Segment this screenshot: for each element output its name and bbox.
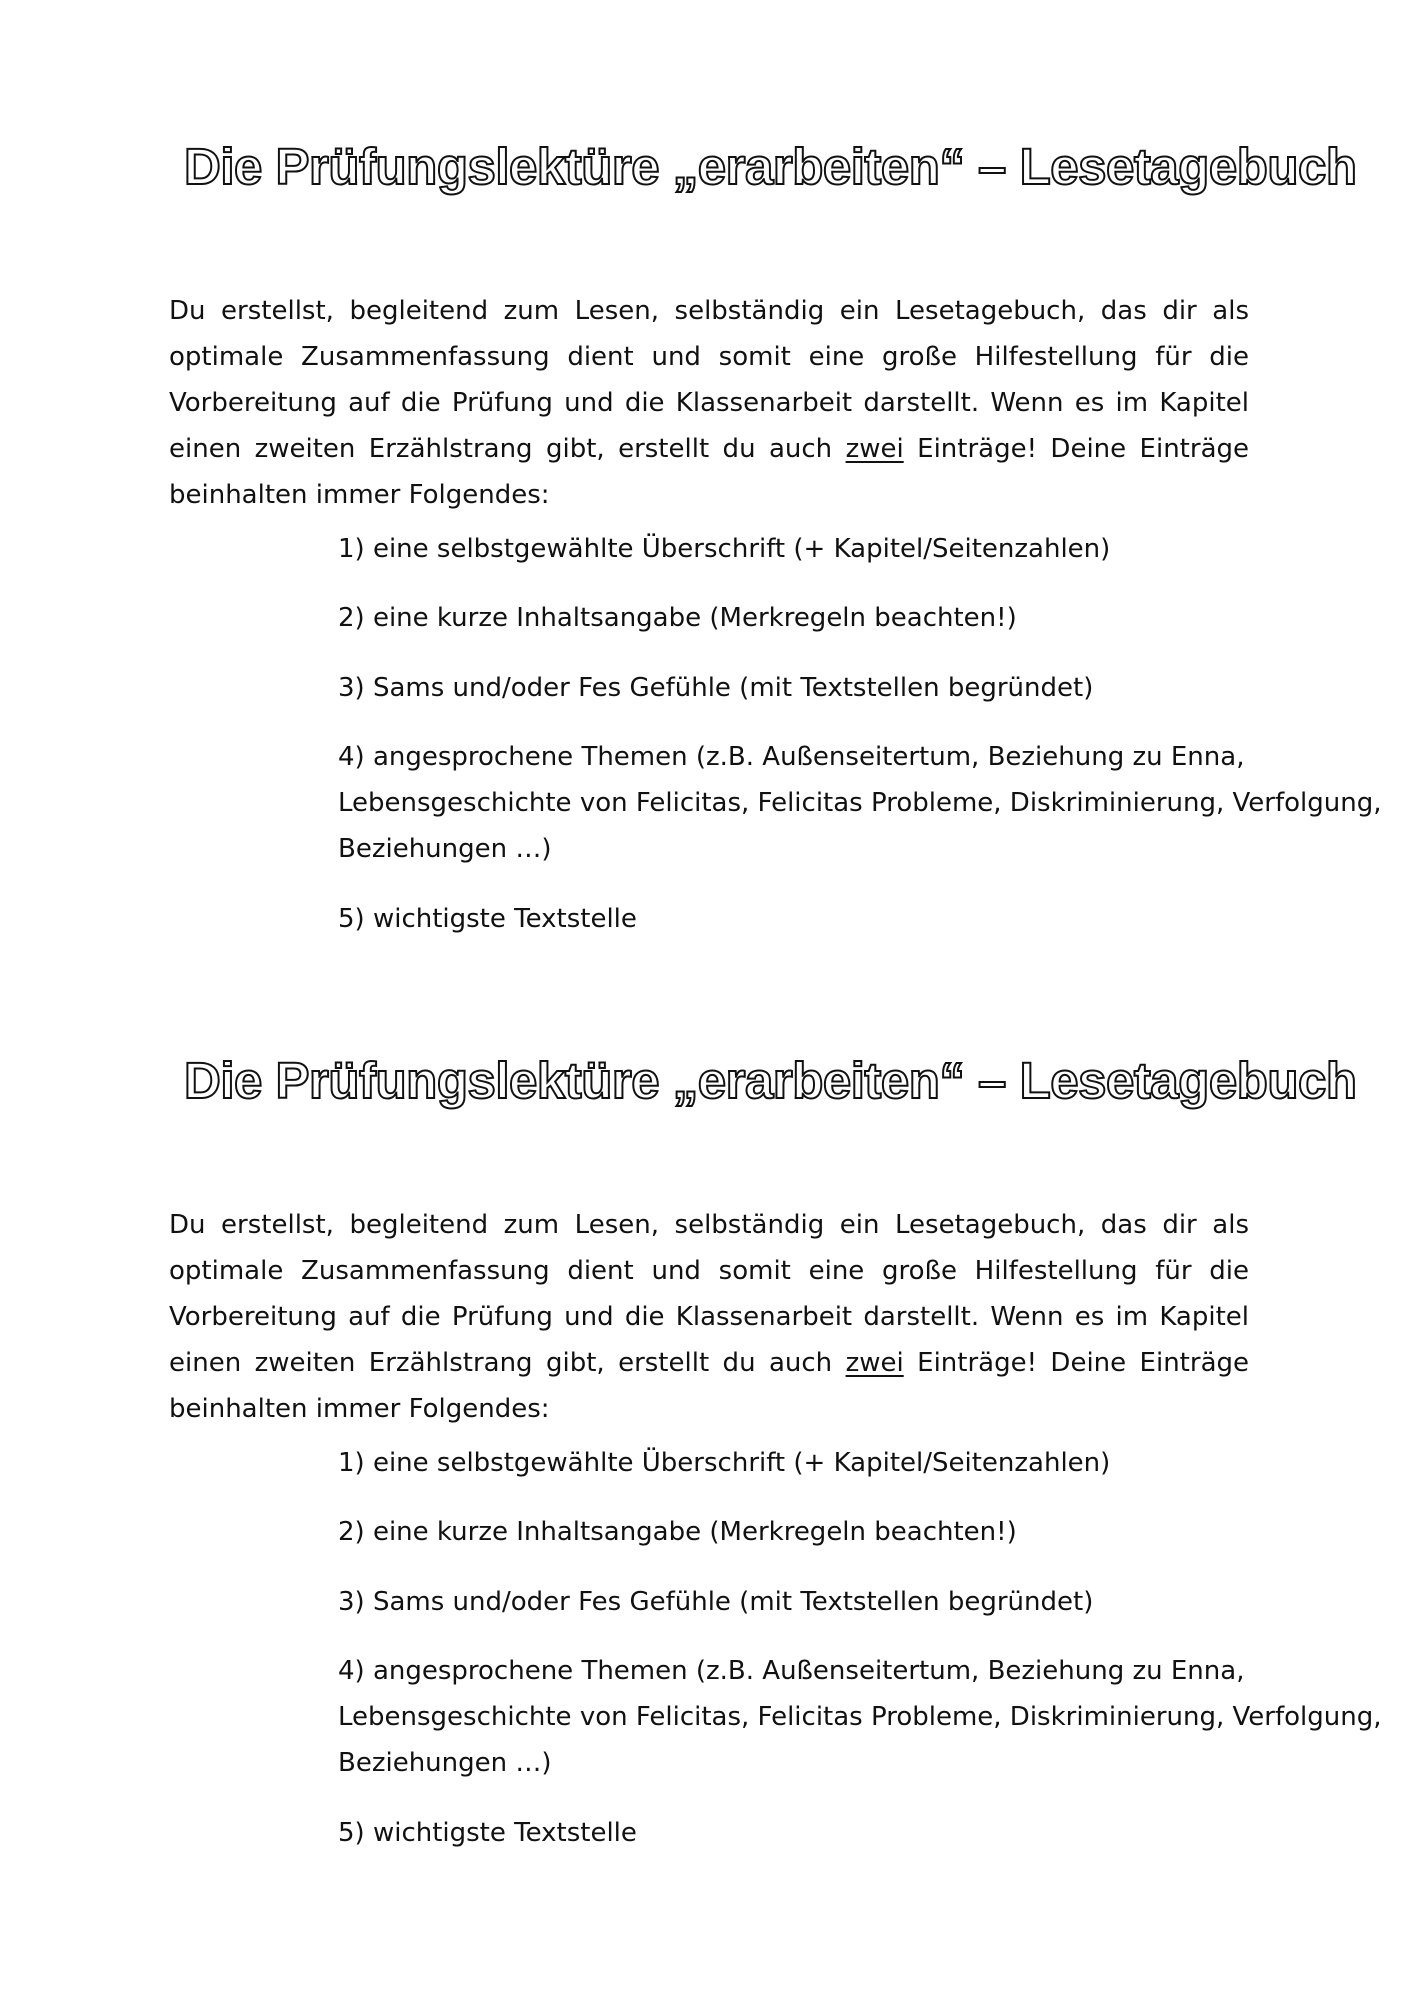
intro-underlined-word: zwei — [845, 1348, 904, 1378]
intro-paragraph — [169, 1202, 1249, 1432]
section-title: Die Prüfungslektüre „erarbeiten“ – Lesetagebuch — [184, 138, 1357, 195]
intro-text-start: Du erstellst, begleitend zum Lesen, selbständig ein Lesetagebuch, das dir als optimale Zusammenfassung dient und somit eine große Hilfestellung für die Vorbereitung auf die Prüfung und die Klassenarbeit darstellt. Wenn es im Kapitel einen zweiten Erzählstrang gibt, erstellt du auch — [169, 296, 1249, 464]
list-item: 4) angesprochene Themen (z.B. Außenseitertum, Beziehung zu Enna, Lebensgeschichte von Felicitas, Felicitas Probleme, Diskriminierung, Verfolgung, Beziehungen …) — [338, 742, 1382, 864]
list-item: 1) eine selbstgewählte Überschrift (+ Kapitel/Seitenzahlen) — [338, 534, 1111, 564]
section-title: Die Prüfungslektüre „erarbeiten“ – Lesetagebuch — [184, 1052, 1357, 1109]
list-item: 4) angesprochene Themen (z.B. Außenseitertum, Beziehung zu Enna, Lebensgeschichte von Felicitas, Felicitas Probleme, Diskriminierung, Verfolgung, Beziehungen …) — [338, 1656, 1382, 1778]
intro-paragraph — [169, 288, 1249, 518]
list-item: 2) eine kurze Inhaltsangabe (Merkregeln beachten!) — [338, 1517, 1017, 1547]
list-item: 3) Sams und/oder Fes Gefühle (mit Textstellen begründet) — [338, 673, 1094, 703]
list-item: 5) wichtigste Textstelle — [338, 1818, 637, 1848]
worksheet-section-1 — [0, 136, 1414, 934]
intro-text-start: Du erstellst, begleitend zum Lesen, selbständig ein Lesetagebuch, das dir als optimale Zusammenfassung dient und somit eine große Hilfestellung für die Vorbereitung auf die Prüfung und die Klassenarbeit darstellt. Wenn es im Kapitel einen zweiten Erzählstrang gibt, erstellt du auch — [169, 1210, 1249, 1378]
list-item: 5) wichtigste Textstelle — [338, 904, 637, 934]
list-item: 3) Sams und/oder Fes Gefühle (mit Textstellen begründet) — [338, 1587, 1094, 1617]
worksheet-section-2 — [0, 1050, 1414, 1848]
list-item: 1) eine selbstgewählte Überschrift (+ Kapitel/Seitenzahlen) — [338, 1448, 1111, 1478]
list-item: 2) eine kurze Inhaltsangabe (Merkregeln beachten!) — [338, 603, 1017, 633]
intro-text-end: Einträge! Deine Einträge beinhalten immer Folgendes: — [169, 1348, 1250, 1424]
intro-text-end: Einträge! Deine Einträge beinhalten immer Folgendes: — [169, 434, 1250, 510]
intro-underlined-word: zwei — [845, 434, 904, 464]
